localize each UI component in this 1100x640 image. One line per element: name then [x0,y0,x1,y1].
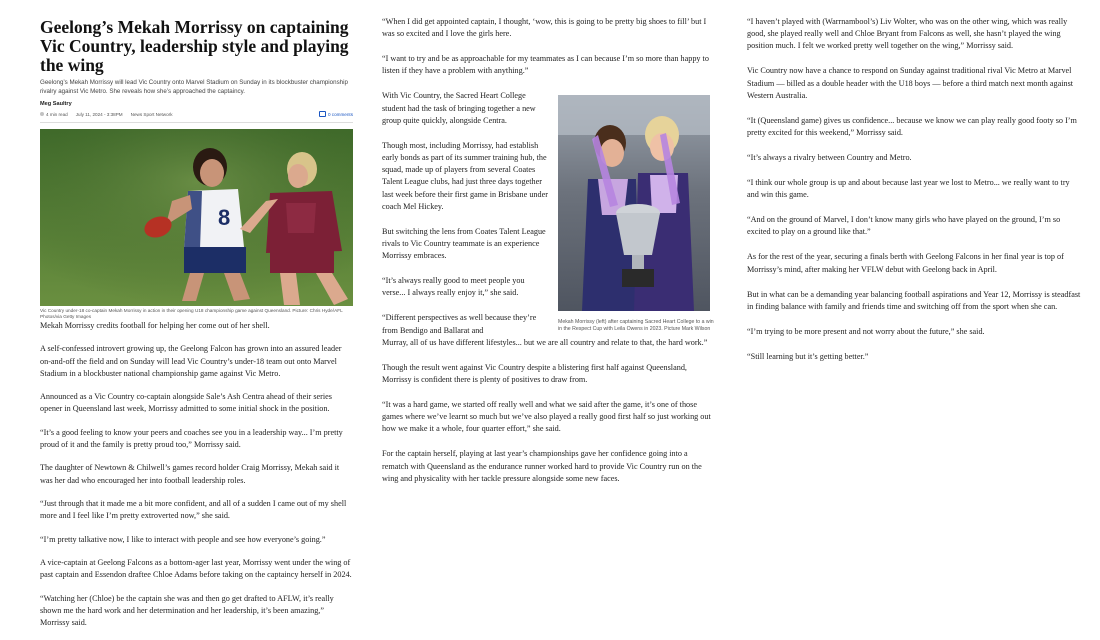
clock-icon [40,112,44,116]
paragraph: With Vic Country, the Sacred Heart College student had the task of bringing together a new group quite quickly, alongside Centra. [382,91,536,125]
paragraph: Vic Country now have a chance to respond on Sunday against traditional rival Vic Metro at Marvel Stadium — billed as a double header with the U18 boys — before a third match next month against Western Australia. [747,66,1074,100]
paragraph: “Different perspectives as well because they’re from Bendigo and Ballarat and [382,313,537,335]
paragraph: Though the result went against Vic Country despite a blistering first half against Queensland, Morrissy is confident there is plenty of positives to draw from. [382,362,687,385]
paragraph: Announced as a Vic Country co-captain alongside Sale’s Ash Centra ahead of their series opener in Queensland last week, Morrissy admitted to some initial shock in the position. [40,392,332,414]
meta-row [40,109,353,119]
comment-icon [319,111,326,117]
publisher: News Sport Network [130,111,173,117]
paragraph: “It was a hard game, we started off really well and what we said after the game, it’s one of those games where we’ve learnt so much but we’ve also played a really good first half so just working out how we make it a whole, four quarter effort,” she said. [382,400,711,434]
author-name[interactable]: Meg Saultry [40,101,72,107]
paragraph: Mekah Morrissy credits football for helping her come out of her shell. [40,321,270,330]
read-time: 4 min read [46,111,68,117]
column-1 [40,0,353,640]
paragraph: “When I did get appointed captain, I thought, ‘wow, this is going to be pretty big shoes to fill’ but I was so excited and I love the girls here. [382,17,707,39]
hero-caption: Vic Country under-18 co-captain Mekah Morrissy in action in their opening U18 championship game against Queensland. Picture: Chris Hyde/AFL Photos/via Getty Images [40,308,343,319]
publish-date: July 11, 2024 - 3:38PM [75,111,123,117]
hero-image [40,129,353,306]
paragraph: “It’s a good feeling to know your peers and coaches see you in a leadership way... I’m pretty proud of it and the family is pretty proud too,” Morrissy said. [40,427,343,449]
comments-link[interactable] [319,111,353,117]
paragraph: “Just through that it made me a bit more confident, and all of a sudden I came out of my shell more and I feel like I’m pretty extroverted now,” she said. [40,498,347,521]
column-3 [747,0,1081,376]
paragraph: But switching the lens from Coates Talent League rivals to Vic Country teammate is an experience Morrissy embraces. [382,226,546,261]
headline: Geelong’s Mekah Morrissy on captaining Vic Country, leadership style and playing the wing [40,17,349,75]
comments-count: 0 comments [327,111,353,117]
paragraph: A self-confessed introvert growing up, the Geelong Falcon has grown into an assured leader on-and-off the field and on Sunday will lead Vic Country’s under-18 team out onto Marvel Stadium in a blockbuster national championship game against Vic Metro. [40,344,342,378]
paragraph: “I’m pretty talkative now, I like to interact with people and see how everyone’s going.” [40,534,326,544]
paragraph: The daughter of Newtown & Chilwell’s games record holder Craig Morrissy, Mekah said it was her dad who encouraged her into football leadership roles. [40,463,340,485]
jersey-number: 8 [218,205,231,230]
paragraph: But in what can be a demanding year balancing football aspirations and Year 12, Morrissy is steadfast in finding balance with family and friends time and switching off from the sport when she can. [747,289,1081,311]
paragraph: “I think our whole group is up and about because last year we lost to Metro... we really want to try and win this game. [747,178,1070,200]
paragraph: As for the rest of the year, securing a finals berth with Geelong Falcons in her final year is top of Morrissy’s mind, after making her VFLW debut with Geelong back in April. [747,252,1064,274]
inline-photo [558,95,710,311]
paragraph: “Still learning but it’s getting better.” [747,351,869,361]
standfirst: Geelong’s Mekah Morrissy will lead Vic Country onto Marvel Stadium on Sunday in its blockbuster championship rivalry against Vic Metro. She reveals how she’s approached the captaincy. [40,79,348,95]
paragraph: “It’s always a rivalry between Country and Metro. [747,153,912,163]
paragraph: “And on the ground of Marvel, I don’t know many girls who have played on the ground, I’m so excited to play on a ground like that.” [747,215,1061,237]
paragraph: “I want to try and be as approachable for my teammates as I can because I’m so more than happy to listen if they have a problem with anything.” [382,54,709,76]
paragraph: For the captain herself, playing at last year’s championships gave her confidence going into a rematch with Queensland as the endurance runner worked hard to provide Vic Country run on the wing and physicality with her tackle pressure alongside some new faces. [382,449,702,483]
paragraph: Murray, all of us have different lifestyles... but we are all country and relate to that, the hard work.” [382,337,708,347]
paragraph: Though most, including Morrissy, had establish early bonds as part of its summer training hub, the squad, made up of players from several Coates Talent League clubs, had just three days together last week before their first game in Brisbane under coach Mel Hickey. [382,140,548,211]
paragraph: “It’s always really good to meet people you verse... I always really enjoy it,” she said. [382,276,525,298]
text-beside-photo [382,90,548,336]
inline-photo-caption: Mekah Morrissy (left) after captaining Sacred Heart College to a win in the Respect Cup with Leila Owens in 2023. Picture Mark Wilson [558,319,714,333]
paragraph: “I’m trying to be more present and not worry about the future,” she said. [747,326,985,336]
paragraph: A vice-captain at Geelong Falcons as a bottom-ager last year, Morrissy went under the wing of past captain and Essendon draftee Chloe Adams before taking on the captaincy herself in 2024. [40,557,352,580]
paragraph: “Watching her (Chloe) be the captain she was and then go get drafted to AFLW, it’s really shown me the hard work and her determination and her leadership, it’s been amazing,” Morrissy said. [40,593,334,627]
divider [40,122,353,123]
paragraph: “I haven’t played with (Warrnambool’s) Liv Wolter, who was on the other wing, which was really good, she played really well and Chloe Bryant from Falcons as well, she hasn’t played the wing position much. I felt we worked pretty well together on the wing,” Morrissy said. [747,17,1068,51]
paragraph: “It (Queensland game) gives us confidence... because we know we can play really good footy so I’m pretty excited for this weekend,” Morrissy said. [747,115,1077,138]
